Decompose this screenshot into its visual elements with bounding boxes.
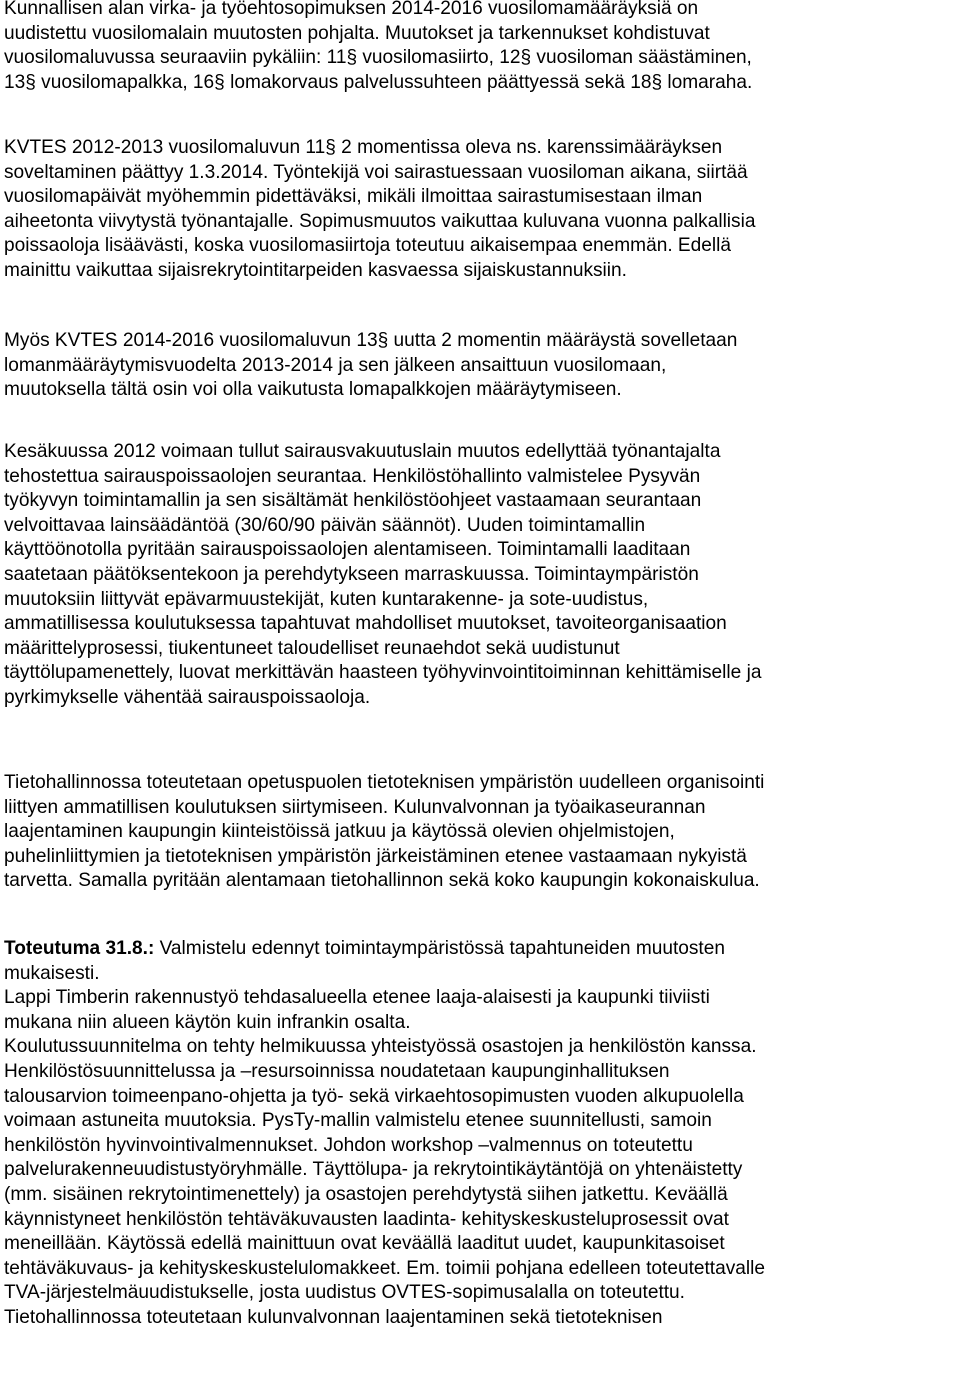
text-line: 13§ vuosilomapalkka, 16§ lomakorvaus palvelussuhteen päättyessä sekä 18§ lomaraha. [4, 71, 753, 93]
text-line: Kesäkuussa 2012 voimaan tullut sairausvakuutuslain muutos edellyttää työnantajalta [4, 441, 721, 462]
text-line: Kunnallisen alan virka- ja työehtosopimuksen 2014-2016 vuosilomamääräyksiä on [4, 0, 699, 19]
text-line: voimaan astuneita muutoksia. PysTy-mallin valmistelu etenee suunnitellusti, samoin [4, 1110, 712, 1132]
text-line: vuosilomaluvussa seuraaviin pykäliin: 11§ vuosilomasiirto, 12§ vuosiloman säästäminen, [4, 47, 752, 69]
text-line: saatetaan päätöksentekoon ja perehdytykseen marraskuussa. Toimintaympäristön [4, 563, 699, 585]
text-line: Tietohallinnossa toteutetaan kulunvalvonnan laajentaminen sekä tietoteknisen [4, 1306, 663, 1328]
text-line: velvoittavaa lainsäädäntöä (30/60/90 päivän säännöt). Uuden toimintamallin [4, 514, 646, 536]
text-line: ammatillisessa koulutuksessa tapahtuvat mahdolliset muutokset, tavoiteorganisaation [4, 613, 727, 635]
paragraph-sairausvakuutuslaki [4, 440, 958, 711]
text-line: lomanmääräytymisvuodelta 2013-2014 ja sen jälkeen ansaittuun vuosilomaan, [4, 354, 667, 376]
text-line: uudistettu vuosilomalain muutosten pohjalta. Muutokset ja tarkennukset kohdistuvat [4, 22, 710, 44]
text-line: muutoksella tältä osin voi olla vaikutusta lomapalkkojen määräytymiseen. [4, 379, 622, 401]
text-line: määrittelyprosessi, tiukentuneet taloudelliset reunaehdot sekä uudistunut [4, 637, 620, 659]
text-line: Lappi Timberin rakennustyö tehdasalueella etenee laaja-alaisesti ja kaupunki tiiviisti [4, 987, 710, 1009]
text-line: soveltaminen päättyy 1.3.2014. Työntekijä voi sairastuessaan vuosiloman aikana, siirtää [4, 161, 748, 183]
toteutuma-first-line-text: Valmistelu edennyt toimintaympäristössä tapahtuneiden muutosten [154, 938, 725, 959]
text-line: poissaoloja lisäävästi, koska vuosilomasiirtoja toteutuu aikaisempaa enemmän. Edellä [4, 235, 732, 257]
text-line: työkyvyn toimintamallin ja sen sisältämät henkilöstöohjeet vastaamaan seurantaan [4, 490, 702, 512]
paragraph-karenssimaarays [4, 136, 958, 284]
text-line: mukana niin alueen käytön kuin infrankin osalta. [4, 1011, 411, 1033]
text-line: Henkilöstösuunnittelussa ja –resursoinnissa noudatetaan kaupunginhallituksen [4, 1060, 670, 1082]
toteutuma-heading: Toteutuma 31.8.: [4, 938, 155, 959]
text-line: puhelinliittymien ja tietoteknisen ympäristön järkeistäminen etenee vastaamaan nykyistä [4, 845, 747, 867]
text-line: talousarvion toimeenpano-ohjetta ja työ- sekä virkaehtosopimusten vuoden alkupuolella [4, 1085, 744, 1107]
text-line: (mm. sisäinen rekrytointimenettely) ja osastojen perehdytystä siihen jatkettu. Keväällä [4, 1183, 728, 1205]
text-line: käynnistyneet henkilöstön tehtäväkuvausten laadinta- kehityskeskusteluprosessit ovat [4, 1208, 729, 1230]
paragraph-toteutuma [4, 937, 958, 1331]
text-line: Tietohallinnossa toteutetaan opetuspuolen tietoteknisen ympäristön uudelleen organisointi [4, 772, 765, 793]
text-line: tarvetta. Samalla pyritään alentamaan tietohallinnon sekä koko kaupungin kokonaiskulua. [4, 870, 760, 892]
text-line: Myös KVTES 2014-2016 vuosilomaluvun 13§ uutta 2 momentin määräystä sovelletaan [4, 330, 738, 351]
text-line: mainittu vaikuttaa sijaisrekrytointitarpeiden kasvaessa sijaiskustannuksiin. [4, 259, 627, 281]
text-line: laajentaminen kaupungin kiinteistöissä jatkuu ja käytössä olevien ohjelmistojen, [4, 821, 675, 843]
text-line: vuosilomapäivät myöhemmin pidettäväksi, mikäli ilmoittaa sairastumisestaan ilman [4, 186, 703, 208]
text-line: liittyen ammatillisen koulutuksen siirtymiseen. Kulunvalvonnan ja työaikaseurannan [4, 796, 706, 818]
text-line: henkilöstön hyvinvointivalmennukset. Johdon workshop –valmennus on toteutettu [4, 1134, 693, 1156]
text-line: meneillään. Käytössä edellä mainittuun ovat keväällä laaditut uudet, kaupunkitasoiset [4, 1233, 725, 1255]
text-line: käyttöönotolla pyritään sairauspoissaolojen alentamiseen. Toimintamalli laaditaan [4, 539, 691, 561]
text-line: täyttölupamenettely, luovat merkittävän haasteen työhyvinvointitoiminnan kehittämiselle ja [4, 662, 762, 684]
text-line: aiheetonta viivytystä työnantajalle. Sopimusmuutos vaikuttaa kuluvana vuonna palkallisia [4, 210, 756, 232]
text-line: muutoksiin liittyvät epävarmuustekijät, kuten kuntarakenne- ja sote-uudistus, [4, 588, 649, 610]
text-line [4, 937, 958, 962]
text-line: tehtäväkuvaus- ja kehityskeskustelulomakkeet. Em. toimii pohjana edelleen toteutettavalle [4, 1257, 765, 1279]
text-line: tehostettua sairauspoissaolojen seurantaa. Henkilöstöhallinto valmistelee Pysyvän [4, 465, 701, 487]
text-line: palvelurakenneuudistustyöryhmälle. Täyttölupa- ja rekrytointikäytäntöjä on yhtenäistetty [4, 1159, 743, 1181]
text-line: TVA-järjestelmäuudistukselle, josta uudistus OVTES-sopimusalalla on toteutettu. [4, 1282, 685, 1304]
text-line: Koulutussuunnitelma on tehty helmikuussa yhteistyössä osastojen ja henkilöstön kanssa. [4, 1036, 757, 1058]
paragraph-tietohallinto [4, 771, 958, 894]
text-line: mukaisesti. [4, 962, 100, 984]
paragraph-vuosilomamaaraykset [4, 0, 958, 95]
text-line: pyrkimykselle vähentää sairauspoissaoloja. [4, 686, 371, 708]
paragraph-kvtes-13-pykala [4, 329, 958, 403]
text-line: KVTES 2012-2013 vuosilomaluvun 11§ 2 momentissa oleva ns. karenssimääräyksen [4, 137, 723, 158]
